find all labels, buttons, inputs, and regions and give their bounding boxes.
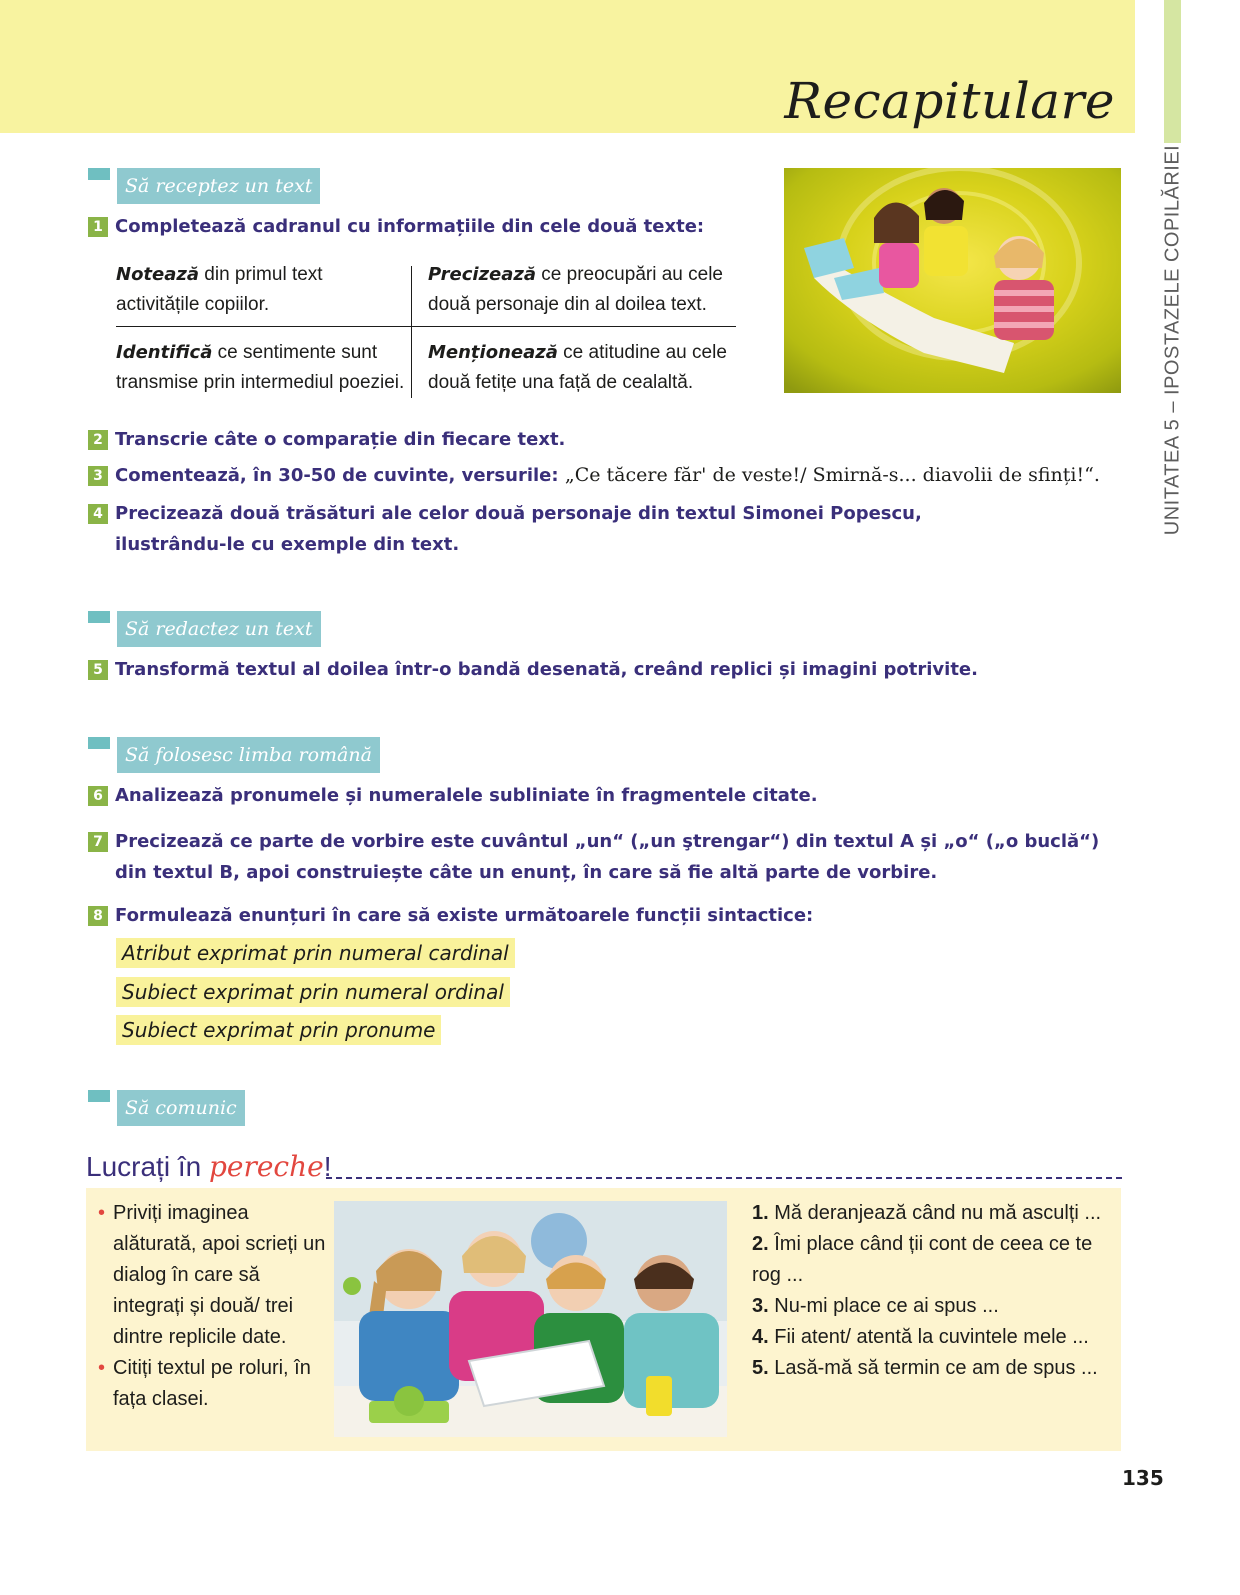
question-8 [88, 900, 813, 931]
question-text: Precizează ce parte de vorbire este cuvântul „un“ („un ştrengar“) din textul A și „o“ („o buclă“) [115, 831, 1100, 852]
section-label: Să redactez un text [117, 611, 321, 647]
question-4 [88, 498, 922, 560]
cell-text: ce preocupări au cele [536, 264, 723, 285]
question-text-line2: ilustrându-le cu exemple din text. [115, 534, 460, 555]
question-2 [88, 424, 565, 455]
question-text: Transcrie câte o comparație din fiecare text. [115, 429, 566, 450]
reply-text: Fii atent/ atentă la cuvintele mele ... [774, 1326, 1089, 1348]
page-title: Recapitulare [784, 72, 1115, 130]
side-accent-bar [1164, 0, 1181, 143]
reply-text: Nu-mi place ce ai spus ... [774, 1295, 999, 1317]
instruction-list [98, 1198, 328, 1415]
grid-cell-top-left [116, 260, 406, 320]
reply-number: 3. [752, 1295, 769, 1317]
instruction-item: • Priviți imaginea alăturată, apoi scrieți un dialog în care să integrați și două/ trei dintre replicile date. [98, 1198, 328, 1353]
cell-text: din primul text [199, 264, 323, 285]
section-label: Să folosesc limba română [117, 737, 380, 773]
reply-number: 4. [752, 1326, 769, 1348]
photo-kids-illustration [784, 168, 1121, 393]
reply-item [752, 1291, 1112, 1322]
section-label: Să comunic [117, 1090, 245, 1126]
question-text: Analizează pronumele și numeralele subliniate în fragmentele citate. [115, 785, 818, 806]
question-number: 1 [88, 217, 108, 237]
pair-work-accent: pereche [208, 1150, 324, 1183]
question-6 [88, 780, 818, 811]
question-5 [88, 654, 978, 685]
question-number: 5 [88, 660, 108, 680]
reply-number: 2. [752, 1233, 769, 1255]
cell-text: ce sentimente sunt [212, 342, 378, 363]
cell-text-line2: transmise prin intermediul poeziei. [116, 372, 405, 393]
function-item-2: Subiect exprimat prin numeral ordinal [116, 977, 510, 1007]
pair-work-heading [86, 1150, 331, 1183]
grid-cell-bottom-right [428, 338, 738, 398]
function-item-1: Atribut exprimat prin numeral cardinal [116, 938, 515, 968]
question-3 [88, 460, 1100, 491]
cell-text: ce atitudine au cele [557, 342, 727, 363]
pair-work-lead: Lucrați în [86, 1151, 209, 1182]
section-marker [88, 168, 110, 180]
dashed-divider [326, 1177, 1122, 1179]
cell-verb: Identifică [116, 342, 213, 363]
section-marker [88, 1090, 110, 1102]
question-text: Transformă textul al doilea într-o bandă desenată, creând replici și imagini potrivite. [115, 659, 978, 680]
cell-text-line2: două fetițe una față de cealaltă. [428, 372, 694, 393]
question-number: 3 [88, 466, 108, 486]
question-text: Precizează două trăsături ale celor două personaje din textul Simonei Popescu, [115, 503, 922, 524]
reply-item [752, 1322, 1112, 1353]
cell-verb: Notează [116, 264, 200, 285]
section-marker [88, 611, 110, 623]
question-number: 6 [88, 786, 108, 806]
reply-number: 5. [752, 1357, 769, 1379]
reply-item [752, 1229, 1112, 1291]
question-number: 8 [88, 906, 108, 926]
photo-class-illustration [334, 1201, 727, 1437]
grid-vertical-divider [411, 266, 412, 398]
question-text: Comentează, în 30-50 de cuvinte, versurile: [115, 465, 559, 486]
reply-text: Lasă-mă să termin ce am de spus ... [774, 1357, 1098, 1379]
section-marker [88, 737, 110, 749]
cell-text-line2: două personaje din al doilea text. [428, 294, 707, 315]
question-text: Formulează enunțuri în care să existe următoarele funcții sintactice: [115, 905, 814, 926]
reply-item [752, 1198, 1112, 1229]
info-grid [116, 258, 736, 402]
quoted-verses: „Ce tăcere făr' de veste!/ Smirnă-s... diavolii de sfinți!“. [564, 464, 1100, 486]
reply-number: 1. [752, 1202, 769, 1224]
question-number: 7 [88, 832, 108, 852]
question-text: Completează cadranul cu informațiile din cele două texte: [115, 216, 705, 237]
question-1 [88, 211, 704, 242]
photo-kids-tablet [334, 1201, 727, 1437]
question-number: 2 [88, 430, 108, 450]
question-number: 4 [88, 504, 108, 524]
instruction-item: • Citiți textul pe roluri, în fața clasei. [98, 1353, 328, 1415]
grid-cell-bottom-left [116, 338, 408, 398]
cell-verb: Menționează [428, 342, 558, 363]
function-item-3: Subiect exprimat prin pronume [116, 1015, 441, 1045]
question-7 [88, 826, 1099, 888]
pair-work-end: ! [323, 1151, 332, 1182]
page-number: 135 [1122, 1466, 1164, 1490]
section-label: Să receptez un text [117, 168, 320, 204]
reply-item [752, 1353, 1112, 1384]
cell-text-line2: activitățile copiilor. [116, 294, 270, 315]
cell-verb: Precizează [428, 264, 537, 285]
grid-cell-top-right [428, 260, 738, 320]
unit-side-label: UNITATEA 5 – IPOSTAZELE COPILĂRIEI [1161, 144, 1184, 536]
photo-kids-tunnel [784, 168, 1121, 393]
grid-horizontal-divider [116, 326, 736, 327]
reply-text: Îmi place când ții cont de ceea ce te rog ... [752, 1233, 1093, 1286]
question-text-line2: din textul B, apoi construiește câte un enunț, în care să fie altă parte de vorbire. [115, 862, 938, 883]
reply-text: Mă deranjează când nu mă asculți ... [774, 1202, 1102, 1224]
replies-list [752, 1198, 1112, 1384]
